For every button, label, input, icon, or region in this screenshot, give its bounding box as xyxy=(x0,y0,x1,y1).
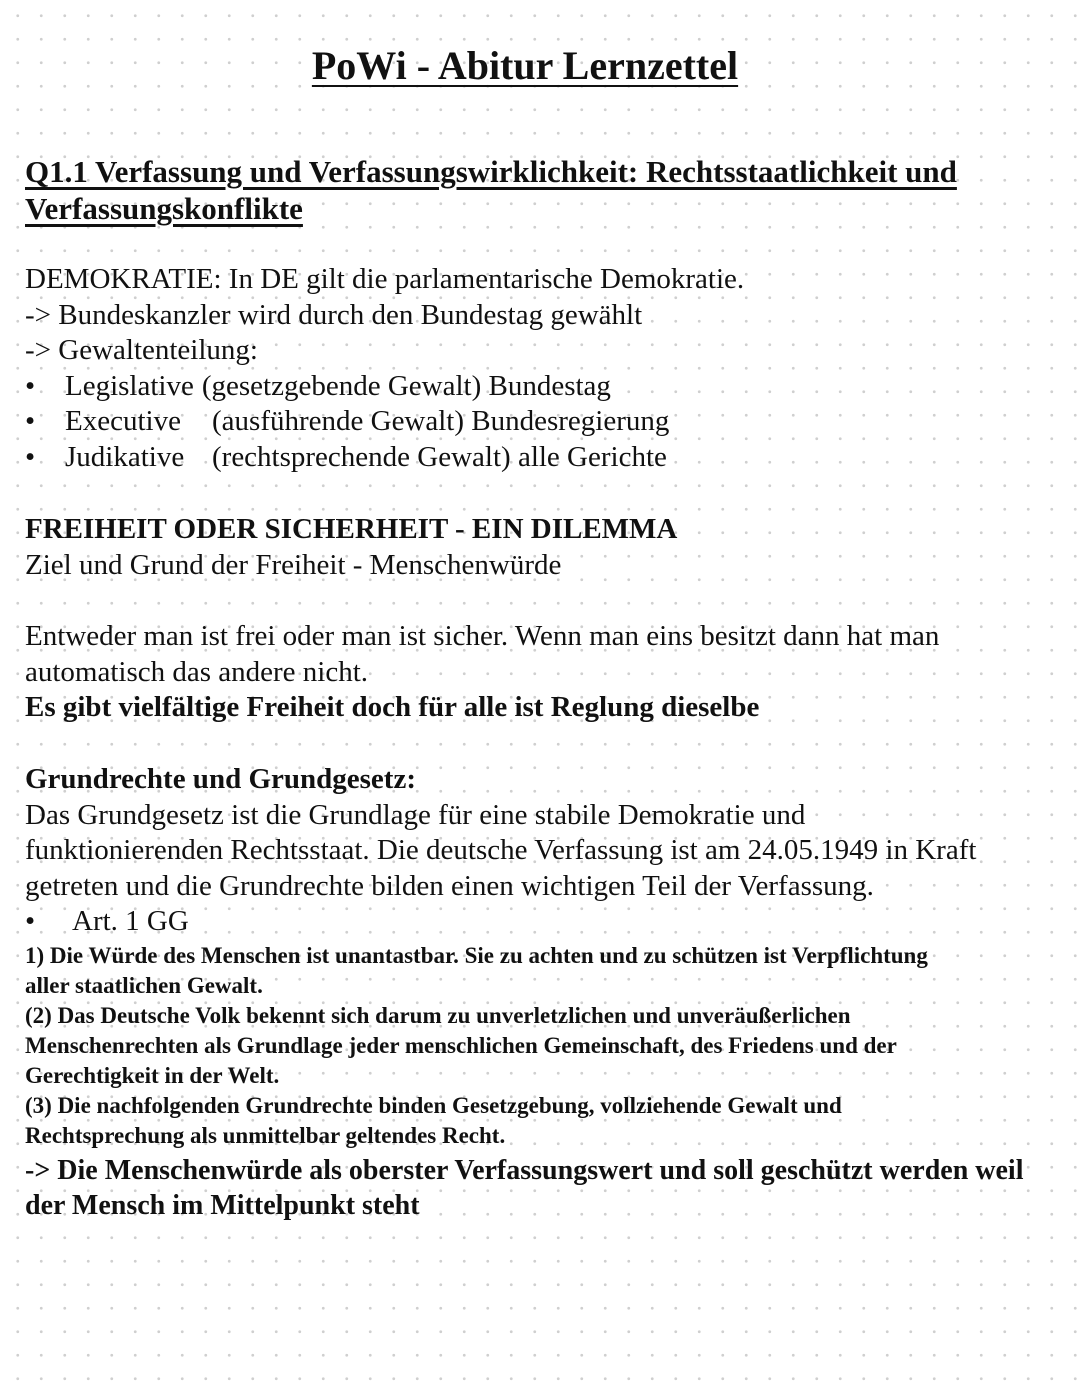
freiheit-para-line-1: Entweder man ist frei oder man ist sicher. Wenn man eins besitzt dann hat man xyxy=(25,620,940,652)
section-heading-line-2: Verfassungskonflikte xyxy=(25,191,303,226)
section-heading xyxy=(25,153,1035,227)
grundrechte-para-line-2: funktionierenden Rechtsstaat. Die deutsche Verfassung ist am 24.05.1949 in Kraft xyxy=(25,834,977,866)
bullet-dot: • xyxy=(25,905,36,937)
grundrechte-para-line-3: getreten und die Grundrechte bilden einen wichtigen Teil der Verfassung. xyxy=(25,869,874,902)
grundrechte-para-line-1: Das Grundgesetz ist die Grundlage für eine stabile Demokratie und xyxy=(25,798,806,831)
bullet-term: Executive xyxy=(65,405,181,437)
article-line: Menschenrechten als Grundlage jeder menschlichen Gemeinschaft, des Friedens und der xyxy=(25,1033,897,1058)
arrow-bundeskanzler: -> Bundeskanzler wird durch den Bundestag gewählt xyxy=(25,298,643,331)
list-item xyxy=(25,440,1055,476)
article-line: 1) Die Würde des Menschen ist unantastbar. Sie zu achten und zu schützen ist Verpflichtung xyxy=(25,943,928,968)
article-label: Art. 1 GG xyxy=(72,905,189,937)
article-line: Gerechtigkeit in der Welt. xyxy=(25,1063,280,1088)
freiheit-heading: FREIHEIT ODER SICHERHEIT - EIN DILEMMA xyxy=(25,513,678,545)
article-line: Rechtsprechung als unmittelbar geltendes Recht. xyxy=(25,1123,506,1148)
article-line: (3) Die nachfolgenden Grundrechte binden Gesetzgebung, vollziehende Gewalt und xyxy=(25,1093,842,1118)
freiheit-block xyxy=(25,512,1055,583)
list-item xyxy=(25,369,1055,405)
freiheit-paragraph xyxy=(25,619,1055,726)
list-item xyxy=(25,404,1055,440)
bullet-desc: (rechtsprechende Gewalt) alle Gerichte xyxy=(212,440,667,473)
demokratie-intro: DEMOKRATIE: In DE gilt die parlamentarische Demokratie. xyxy=(25,263,745,295)
conclusion-line-1: -> Die Menschenwürde als oberster Verfassungswert und soll geschützt werden weil xyxy=(25,1155,1024,1186)
freiheit-para-line-2: automatisch das andere nicht. xyxy=(25,655,369,688)
article-text xyxy=(25,941,1055,1151)
list-item xyxy=(25,904,1055,940)
bullet-dot: • xyxy=(25,405,36,437)
freiheit-bold-line: Es gibt vielfältige Freiheit doch für alle ist Reglung dieselbe xyxy=(25,691,760,723)
bullet-term: Judikative xyxy=(65,440,185,473)
conclusion-line-2: der Mensch im Mittelpunkt steht xyxy=(25,1190,420,1221)
bullet-term: Legislative xyxy=(65,369,194,402)
section-heading-line-1: Q1.1 Verfassung und Verfassungswirklichkeit: Rechtsstaatlichkeit und xyxy=(25,154,957,189)
article-line: (2) Das Deutsche Volk bekennt sich darum zu unverletzlichen und unveräußerlichen xyxy=(25,1003,851,1028)
grundrechte-block xyxy=(25,762,1055,940)
demokratie-block xyxy=(25,262,1055,475)
grundrechte-heading: Grundrechte und Grundgesetz: xyxy=(25,763,416,795)
page-title: PoWi - Abitur Lernzettel xyxy=(311,43,739,88)
bullet-dot: • xyxy=(25,440,36,473)
bullet-dot: • xyxy=(25,369,36,402)
conclusion xyxy=(25,1153,1055,1223)
bullet-desc: (ausführende Gewalt) Bundesregierung xyxy=(212,405,670,437)
arrow-gewaltenteilung: -> Gewaltenteilung: xyxy=(25,334,258,366)
article-line: aller staatlichen Gewalt. xyxy=(25,973,263,998)
bullet-desc: (gesetzgebende Gewalt) Bundestag xyxy=(201,369,611,402)
freiheit-subline: Ziel und Grund der Freiheit - Menschenwürde xyxy=(25,548,562,581)
